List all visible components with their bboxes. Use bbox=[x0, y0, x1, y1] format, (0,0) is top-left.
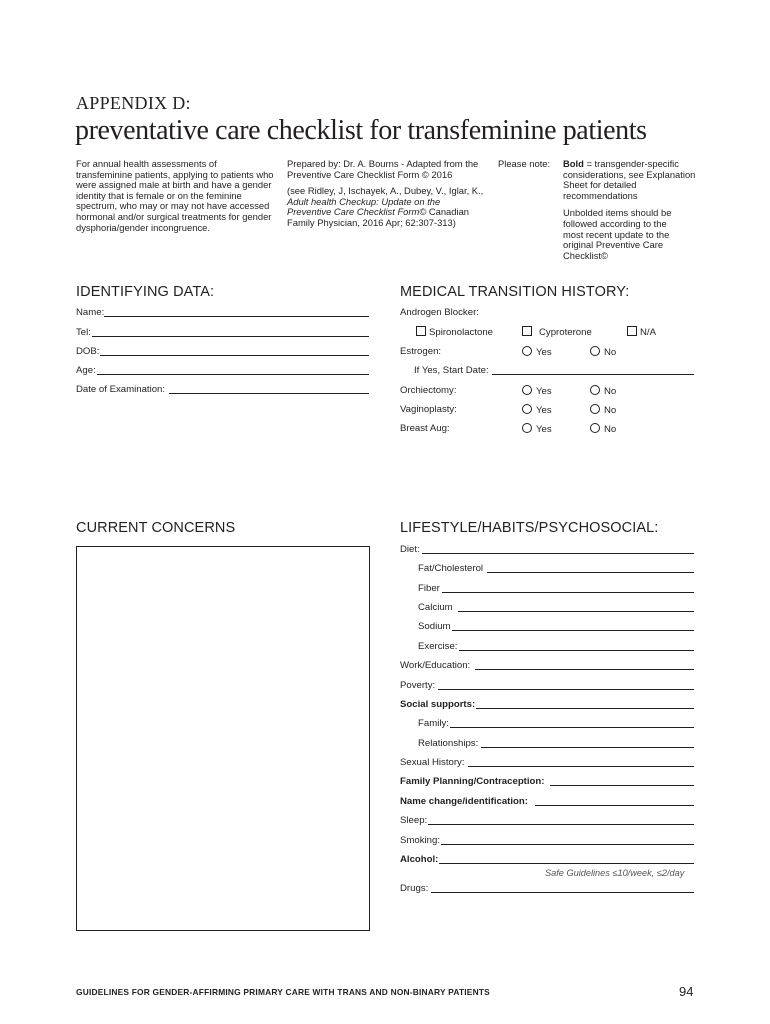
concerns-heading: CURRENT CONCERNS bbox=[76, 520, 236, 536]
social-label: Social supports: bbox=[400, 699, 476, 710]
family-field[interactable] bbox=[450, 727, 694, 728]
estrogen-label: Estrogen: bbox=[400, 346, 442, 357]
identifying-heading: IDENTIFYING DATA: bbox=[76, 284, 215, 300]
na-checkbox[interactable] bbox=[627, 326, 637, 336]
age-label: Age: bbox=[76, 365, 96, 376]
calcium-label: Calcium bbox=[418, 602, 453, 613]
start-date-label: If Yes, Start Date: bbox=[414, 365, 489, 376]
citation-title: Adult health Checkup: Update on the Preventive Care Checklist Form© bbox=[287, 195, 441, 218]
footer-text: GUIDELINES FOR GENDER-AFFIRMING PRIMARY CARE WITH TRANS AND NON-BINARY PATIENTS bbox=[76, 987, 490, 997]
vaginoplasty-label: Vaginoplasty: bbox=[400, 404, 457, 415]
estrogen-yes[interactable] bbox=[522, 346, 552, 358]
note-block bbox=[563, 159, 697, 261]
breast-aug-yes[interactable] bbox=[522, 423, 552, 435]
sleep-label: Sleep: bbox=[400, 815, 428, 826]
safe-guidelines: Safe Guidelines ≤10/week, ≤2/day bbox=[545, 868, 685, 878]
orchiectomy-yes-radio[interactable] bbox=[522, 385, 532, 395]
estrogen-no-label: No bbox=[604, 347, 617, 358]
cyproterone-checkbox[interactable] bbox=[522, 326, 532, 336]
tel-label: Tel: bbox=[76, 327, 91, 338]
concerns-textarea[interactable] bbox=[76, 546, 370, 931]
appendix-label: APPENDIX D: bbox=[76, 93, 191, 113]
drugs-label: Drugs: bbox=[400, 883, 429, 894]
exercise-label: Exercise: bbox=[418, 641, 458, 652]
poverty-field[interactable] bbox=[438, 689, 694, 690]
orchiectomy-yes[interactable] bbox=[522, 385, 552, 397]
citation bbox=[287, 186, 487, 228]
citation-pre: (see Ridley, J, Ischayek, A., Dubey, V., Iglar, K., bbox=[287, 185, 484, 197]
family-planning-field[interactable] bbox=[550, 785, 694, 786]
breast-aug-yes-radio[interactable] bbox=[522, 423, 532, 433]
breast-aug-no[interactable] bbox=[590, 423, 616, 435]
work-field[interactable] bbox=[475, 669, 694, 670]
name-change-field[interactable] bbox=[535, 805, 694, 806]
lifestyle-heading: LIFESTYLE/HABITS/PSYCHOSOCIAL: bbox=[400, 520, 659, 536]
relationships-label: Relationships: bbox=[418, 738, 479, 749]
start-date-field[interactable] bbox=[492, 374, 694, 375]
vaginoplasty-no-label: No bbox=[604, 405, 617, 416]
spironolactone-option[interactable] bbox=[416, 326, 493, 338]
fiber-label: Fiber bbox=[418, 583, 440, 594]
breast-aug-yes-label: Yes bbox=[536, 424, 552, 435]
smoking-label: Smoking: bbox=[400, 835, 440, 846]
estrogen-no-radio[interactable] bbox=[590, 346, 600, 356]
sexual-label: Sexual History: bbox=[400, 757, 465, 768]
smoking-field[interactable] bbox=[441, 844, 694, 845]
vaginoplasty-yes[interactable] bbox=[522, 404, 552, 416]
medical-heading: MEDICAL TRANSITION HISTORY: bbox=[400, 284, 630, 300]
sodium-field[interactable] bbox=[452, 630, 694, 631]
relationships-field[interactable] bbox=[481, 747, 694, 748]
exam-date-label: Date of Examination: bbox=[76, 384, 166, 395]
dob-field[interactable] bbox=[100, 355, 369, 356]
orchiectomy-yes-label: Yes bbox=[536, 386, 552, 397]
family-planning-label: Family Planning/Contraception: bbox=[400, 776, 545, 787]
drugs-field[interactable] bbox=[431, 892, 694, 893]
diet-field[interactable] bbox=[422, 553, 694, 554]
orchiectomy-no[interactable] bbox=[590, 385, 616, 397]
vaginoplasty-no-radio[interactable] bbox=[590, 404, 600, 414]
dob-label: DOB: bbox=[76, 346, 100, 357]
sodium-label: Sodium bbox=[418, 621, 451, 632]
vaginoplasty-yes-radio[interactable] bbox=[522, 404, 532, 414]
poverty-label: Poverty: bbox=[400, 680, 436, 691]
cyproterone-option[interactable] bbox=[522, 326, 592, 338]
note-bold-rest: = transgender-specific considerations, see Explanation Sheet for detailed recommendations bbox=[563, 158, 696, 201]
orchiectomy-no-label: No bbox=[604, 386, 617, 397]
vaginoplasty-yes-label: Yes bbox=[536, 405, 552, 416]
name-field[interactable] bbox=[104, 316, 369, 317]
name-label: Name: bbox=[76, 307, 105, 318]
alcohol-field[interactable] bbox=[439, 863, 694, 864]
page-number: 94 bbox=[679, 984, 694, 999]
fat-field[interactable] bbox=[487, 572, 694, 573]
intro-description bbox=[76, 159, 274, 233]
tel-field[interactable] bbox=[92, 336, 369, 337]
social-field[interactable] bbox=[476, 708, 694, 709]
orchiectomy-label: Orchiectomy: bbox=[400, 385, 457, 396]
exercise-field[interactable] bbox=[459, 650, 694, 651]
breast-aug-no-radio[interactable] bbox=[590, 423, 600, 433]
diet-label: Diet: bbox=[400, 544, 420, 555]
age-field[interactable] bbox=[97, 374, 369, 375]
page-title: preventative care checklist for transfeminine patients bbox=[75, 115, 647, 146]
estrogen-no[interactable] bbox=[590, 346, 616, 358]
spironolactone-checkbox[interactable] bbox=[416, 326, 426, 336]
family-label: Family: bbox=[418, 718, 449, 729]
vaginoplasty-no[interactable] bbox=[590, 404, 616, 416]
citation-post: Canadian Family Physician, 2016 Apr; 62:307-313) bbox=[287, 206, 469, 228]
exam-date-field[interactable] bbox=[169, 393, 369, 394]
intro-text: For annual health assessments of transfeminine patients, applying to patients who were assigned male at birth and have a gender identity that is female or on the feminine spectrum, who may or may not have accessed hormonal and/or surgical treatments for gender dysphoria/gender incongruence. bbox=[76, 158, 274, 233]
na-label: N/A bbox=[640, 327, 656, 338]
spironolactone-label: Spironolactone bbox=[429, 327, 494, 338]
note-unbolded: Unbolded items should be followed according to the most recent update to the original Preventive Care Checklist© bbox=[563, 207, 672, 261]
note-bold-word: Bold bbox=[563, 158, 584, 169]
sexual-field[interactable] bbox=[468, 766, 694, 767]
note-bold-explanation bbox=[563, 159, 697, 201]
cyproterone-label: Cyproterone bbox=[539, 327, 592, 338]
breast-aug-label: Breast Aug: bbox=[400, 423, 450, 434]
orchiectomy-no-radio[interactable] bbox=[590, 385, 600, 395]
name-change-label: Name change/identification: bbox=[400, 796, 528, 807]
na-option[interactable] bbox=[627, 326, 656, 338]
sleep-field[interactable] bbox=[428, 824, 694, 825]
alcohol-label: Alcohol: bbox=[400, 854, 439, 865]
work-label: Work/Education: bbox=[400, 660, 471, 671]
fiber-field[interactable] bbox=[442, 592, 694, 593]
estrogen-yes-label: Yes bbox=[536, 347, 552, 358]
calcium-field[interactable] bbox=[458, 611, 694, 612]
breast-aug-no-label: No bbox=[604, 424, 617, 435]
prepared-by bbox=[287, 159, 487, 229]
androgen-label: Androgen Blocker: bbox=[400, 307, 479, 318]
prepared-by-text: Prepared by: Dr. A. Bourns - Adapted from the Preventive Care Checklist Form © 2016 bbox=[287, 158, 479, 180]
estrogen-yes-radio[interactable] bbox=[522, 346, 532, 356]
fat-label: Fat/Cholesterol bbox=[418, 563, 484, 574]
please-note: Please note: bbox=[498, 158, 551, 169]
